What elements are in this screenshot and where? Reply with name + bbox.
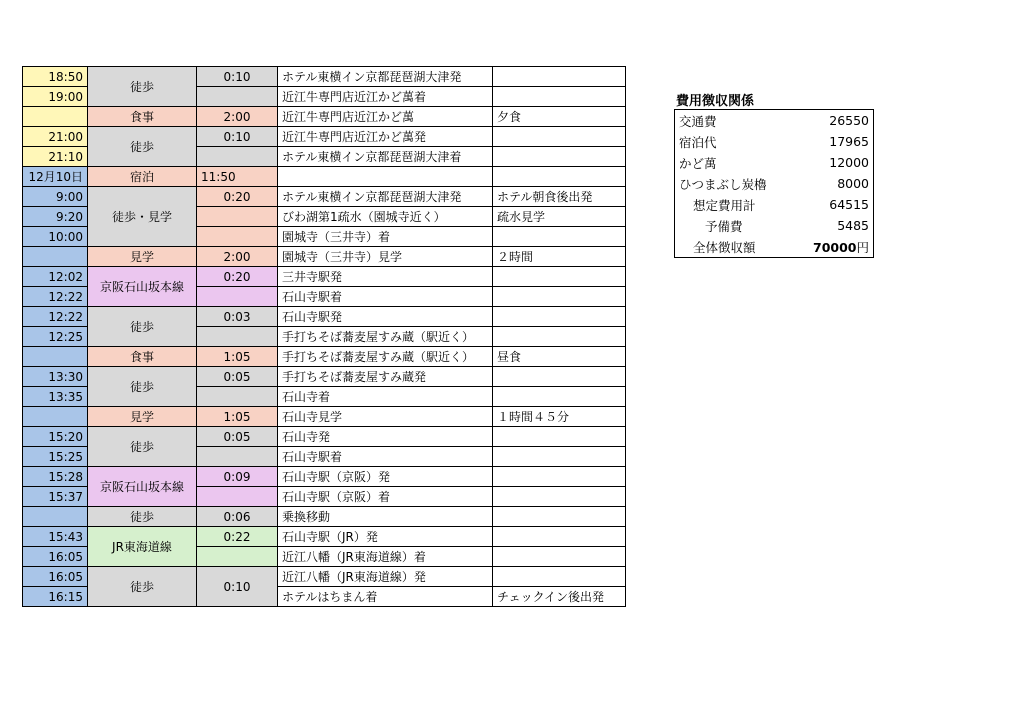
duration-cell: 0:10 (197, 127, 278, 147)
date-cell: 12月10日 (23, 167, 88, 187)
description-cell: 近江牛専門店近江かど萬 (278, 107, 493, 127)
time-cell (23, 247, 88, 267)
activity-cell: 食事 (88, 107, 197, 127)
duration-cell (197, 547, 278, 567)
description-cell: 近江八幡（JR東海道線）発 (278, 567, 493, 587)
activity-cell: 京阪石山坂本線 (88, 267, 197, 307)
cost-label: 想定費用計 (693, 197, 756, 213)
description-cell: ホテル東横イン京都琵琶湖大津発 (278, 187, 493, 207)
cost-label: 予備費 (705, 218, 743, 234)
description-cell: 近江牛専門店近江かど萬発 (278, 127, 493, 147)
time-cell: 16:05 (23, 567, 88, 587)
cost-row (675, 215, 874, 236)
note-cell (493, 287, 626, 307)
duration-cell (197, 147, 278, 167)
activity-cell: 徒歩 (88, 427, 197, 467)
cost-label: 交通費 (679, 113, 717, 129)
cost-label: 宿泊代 (679, 134, 717, 150)
table-row (23, 127, 626, 147)
duration-cell (197, 287, 278, 307)
cost-value: 26550 (829, 113, 870, 128)
table-row (23, 367, 626, 387)
cost-total-value: 70000 (813, 239, 857, 255)
cost-value: 8000 (837, 176, 870, 191)
time-cell: 21:00 (23, 127, 88, 147)
description-cell: 手打ちそば蕎麦屋すみ蔵（駅近く） (278, 327, 493, 347)
time-cell: 12:25 (23, 327, 88, 347)
cost-value: 17965 (829, 134, 870, 149)
cost-table (674, 109, 874, 258)
table-row (23, 267, 626, 287)
duration-cell: 0:03 (197, 307, 278, 327)
time-cell: 15:20 (23, 427, 88, 447)
table-row (23, 167, 626, 187)
note-cell (493, 387, 626, 407)
time-cell: 18:50 (23, 67, 88, 87)
description-cell: 近江八幡（JR東海道線）着 (278, 547, 493, 567)
note-cell (493, 87, 626, 107)
time-cell: 16:05 (23, 547, 88, 567)
description-cell: 石山寺駅（京阪）発 (278, 467, 493, 487)
note-cell: 疏水見学 (493, 207, 626, 227)
description-cell: 園城寺（三井寺）着 (278, 227, 493, 247)
duration-cell (197, 447, 278, 467)
note-cell (493, 527, 626, 547)
cost-section-title: 費用徴収関係 (676, 94, 755, 109)
note-cell: 昼食 (493, 347, 626, 367)
time-cell: 13:30 (23, 367, 88, 387)
activity-cell: 見学 (88, 247, 197, 267)
description-cell: びわ湖第1疏水（園城寺近く） (278, 207, 493, 227)
table-row (23, 347, 626, 367)
activity-cell: 徒歩 (88, 307, 197, 347)
table-row (23, 467, 626, 487)
note-cell: １時間４５分 (493, 407, 626, 427)
description-cell: 石山寺駅（京阪）着 (278, 487, 493, 507)
duration-cell: 2:00 (197, 247, 278, 267)
time-cell: 15:37 (23, 487, 88, 507)
duration-cell: 0:10 (197, 67, 278, 87)
duration-cell: 1:05 (197, 407, 278, 427)
note-cell (493, 147, 626, 167)
note-cell (493, 367, 626, 387)
description-cell: 石山寺見学 (278, 407, 493, 427)
schedule-table (22, 66, 626, 607)
cost-row (675, 236, 874, 258)
description-cell: 石山寺駅着 (278, 447, 493, 467)
note-cell (493, 467, 626, 487)
table-row (23, 307, 626, 327)
duration-cell (197, 227, 278, 247)
duration-cell (197, 387, 278, 407)
description-cell: 石山寺発 (278, 427, 493, 447)
duration-cell: 2:00 (197, 107, 278, 127)
cost-row (675, 152, 874, 173)
description-cell: 近江牛専門店近江かど萬着 (278, 87, 493, 107)
cost-label: ひつまぶし炭櫓 (679, 176, 767, 192)
note-cell (493, 327, 626, 347)
cost-total (809, 236, 874, 258)
table-row (23, 67, 626, 87)
note-cell: ホテル朝食後出発 (493, 187, 626, 207)
duration-cell: 0:05 (197, 427, 278, 447)
table-row (23, 507, 626, 527)
duration-cell (197, 207, 278, 227)
time-cell: 19:00 (23, 87, 88, 107)
cost-total-unit: 円 (856, 239, 870, 255)
cost-label: かど萬 (679, 155, 717, 171)
activity-cell: 宿泊 (88, 167, 197, 187)
activity-cell: 食事 (88, 347, 197, 367)
duration-cell: 0:20 (197, 267, 278, 287)
time-cell: 13:35 (23, 387, 88, 407)
note-cell (493, 227, 626, 247)
cost-value: 64515 (829, 197, 870, 212)
note-cell (493, 427, 626, 447)
table-row (23, 247, 626, 267)
activity-cell: 徒歩 (88, 567, 197, 607)
note-cell: ２時間 (493, 247, 626, 267)
description-cell: ホテル東横イン京都琵琶湖大津着 (278, 147, 493, 167)
time-cell: 21:10 (23, 147, 88, 167)
activity-cell: 徒歩 (88, 367, 197, 407)
time-cell: 16:15 (23, 587, 88, 607)
duration-cell (197, 87, 278, 107)
time-cell (23, 507, 88, 527)
table-row (23, 527, 626, 547)
activity-cell: 見学 (88, 407, 197, 427)
table-row (23, 567, 626, 587)
note-cell: チェックイン後出発 (493, 587, 626, 607)
note-cell (493, 507, 626, 527)
activity-cell: 京阪石山坂本線 (88, 467, 197, 507)
time-cell: 12:02 (23, 267, 88, 287)
description-cell: ホテルはちまん着 (278, 587, 493, 607)
table-row (23, 187, 626, 207)
table-row (23, 107, 626, 127)
time-cell: 15:28 (23, 467, 88, 487)
time-cell: 9:00 (23, 187, 88, 207)
description-cell: 石山寺駅（JR）発 (278, 527, 493, 547)
description-cell: 石山寺駅発 (278, 307, 493, 327)
note-cell (493, 547, 626, 567)
note-cell: 夕食 (493, 107, 626, 127)
duration-cell (197, 327, 278, 347)
note-cell (493, 267, 626, 287)
table-row (23, 407, 626, 427)
cost-label: 全体徴収額 (693, 239, 756, 255)
activity-cell: 徒歩・見学 (88, 187, 197, 247)
cost-value: 5485 (837, 218, 870, 233)
activity-cell: 徒歩 (88, 67, 197, 107)
duration-cell (197, 487, 278, 507)
description-cell: 石山寺駅着 (278, 287, 493, 307)
note-cell (493, 567, 626, 587)
description-cell: 手打ちそば蕎麦屋すみ蔵（駅近く） (278, 347, 493, 367)
note-cell (493, 167, 626, 187)
duration-cell: 0:22 (197, 527, 278, 547)
description-cell: 乗換移動 (278, 507, 493, 527)
time-cell: 15:43 (23, 527, 88, 547)
time-cell: 12:22 (23, 287, 88, 307)
activity-cell: JR東海道線 (88, 527, 197, 567)
description-cell: 三井寺駅発 (278, 267, 493, 287)
description-cell: 石山寺着 (278, 387, 493, 407)
note-cell (493, 67, 626, 87)
note-cell (493, 307, 626, 327)
note-cell (493, 447, 626, 467)
time-cell: 10:00 (23, 227, 88, 247)
note-cell (493, 487, 626, 507)
description-cell: 園城寺（三井寺）見学 (278, 247, 493, 267)
time-cell (23, 407, 88, 427)
duration-cell: 0:09 (197, 467, 278, 487)
description-cell: 手打ちそば蕎麦屋すみ蔵発 (278, 367, 493, 387)
note-cell (493, 127, 626, 147)
time-cell (23, 347, 88, 367)
duration-cell: 11:50 (197, 167, 278, 187)
cost-row (675, 110, 874, 132)
cost-row (675, 173, 874, 194)
time-cell (23, 107, 88, 127)
time-cell: 15:25 (23, 447, 88, 467)
table-row (23, 427, 626, 447)
duration-cell: 0:20 (197, 187, 278, 207)
duration-cell: 0:06 (197, 507, 278, 527)
time-cell: 9:20 (23, 207, 88, 227)
time-cell: 12:22 (23, 307, 88, 327)
description-cell (278, 167, 493, 187)
duration-cell: 0:05 (197, 367, 278, 387)
cost-value: 12000 (829, 155, 870, 170)
cost-row (675, 194, 874, 215)
activity-cell: 徒歩 (88, 507, 197, 527)
activity-cell: 徒歩 (88, 127, 197, 167)
duration-cell: 1:05 (197, 347, 278, 367)
cost-row (675, 131, 874, 152)
description-cell: ホテル東横イン京都琵琶湖大津発 (278, 67, 493, 87)
duration-cell: 0:10 (197, 567, 278, 607)
